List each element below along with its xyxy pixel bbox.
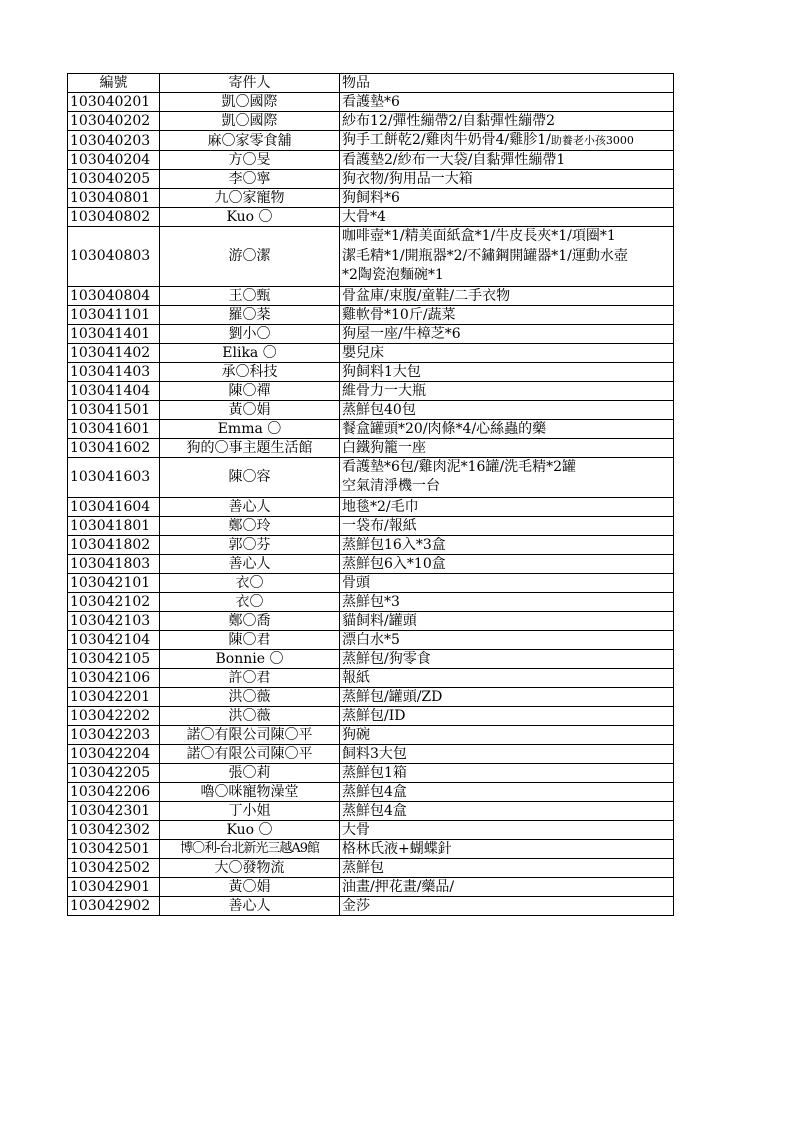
row-sender: 大〇發物流 [160, 858, 340, 877]
table-row [68, 438, 674, 457]
row-number: 103041501 [68, 400, 160, 419]
row-number: 103041601 [68, 419, 160, 438]
row-number: 103040201 [68, 93, 160, 112]
table-row [68, 381, 674, 400]
row-items-text: 狗衣物/狗用品一大箱 [342, 171, 473, 187]
row-items [340, 858, 674, 877]
row-items [340, 208, 674, 227]
row-items-text: 雞軟骨*10斤/蔬菜 [342, 306, 456, 323]
header-sender: 寄件人 [160, 74, 340, 93]
row-number: 103042501 [68, 839, 160, 858]
row-sender: 李〇寧 [160, 170, 340, 189]
row-items-text: 白鐵狗籠一座 [342, 439, 426, 456]
row-number: 103040204 [68, 151, 160, 170]
row-number: 103042301 [68, 801, 160, 820]
row-items [340, 93, 674, 112]
row-items-text: 狗飼料*6 [342, 190, 400, 206]
row-sender: Elika 〇 [160, 343, 340, 362]
row-items [340, 611, 674, 630]
row-sender: 凱〇國際 [160, 93, 340, 112]
table-row [68, 763, 674, 782]
row-number: 103042104 [68, 630, 160, 649]
row-number: 103040802 [68, 208, 160, 227]
table-row [68, 877, 674, 896]
table-row [68, 801, 674, 820]
row-sender: 鄭〇喬 [160, 611, 340, 630]
table-row [68, 305, 674, 324]
row-sender: 洪〇薇 [160, 687, 340, 706]
row-sender: 九〇家寵物 [160, 189, 340, 208]
row-items [340, 438, 674, 457]
row-number: 103041603 [68, 457, 160, 497]
row-number: 103041401 [68, 324, 160, 343]
row-items [340, 381, 674, 400]
row-items [340, 668, 674, 687]
row-items [340, 801, 674, 820]
row-items-text: 狗飼料1大包 [342, 363, 421, 380]
row-sender: 張〇莉 [160, 763, 340, 782]
row-items [340, 877, 674, 896]
row-items [340, 554, 674, 573]
row-items [340, 131, 674, 151]
row-items [340, 227, 674, 287]
row-items-text: 維骨力一大瓶 [342, 382, 426, 399]
row-sender: 方〇旻 [160, 151, 340, 170]
row-sender: 王〇甄 [160, 286, 340, 305]
table-row [68, 725, 674, 744]
row-items-text: 蒸鮮包1箱 [342, 764, 407, 781]
table-row [68, 457, 674, 497]
table-row [68, 227, 674, 287]
table-row [68, 630, 674, 649]
row-items [340, 497, 674, 516]
row-items [340, 573, 674, 592]
row-items [340, 343, 674, 362]
row-items-text: 蒸鮮包4盒 [342, 783, 407, 800]
row-sender: Bonnie 〇 [160, 649, 340, 668]
row-items-text: 一袋布/報紙 [342, 517, 417, 534]
table-row [68, 343, 674, 362]
row-sender: 善心人 [160, 497, 340, 516]
header-number: 編號 [68, 74, 160, 93]
table-row [68, 782, 674, 801]
row-items-text: 蒸鮮包 [342, 859, 384, 876]
table-row [68, 324, 674, 343]
row-number: 103041801 [68, 516, 160, 535]
row-sender: 善心人 [160, 896, 340, 915]
row-items [340, 649, 674, 668]
row-items [340, 324, 674, 343]
row-items [340, 305, 674, 324]
table-row [68, 189, 674, 208]
table-row [68, 516, 674, 535]
row-number: 103042206 [68, 782, 160, 801]
row-number: 103041604 [68, 497, 160, 516]
row-items [340, 170, 674, 189]
row-items [340, 400, 674, 419]
row-number: 103042106 [68, 668, 160, 687]
row-sender: Kuo 〇 [160, 820, 340, 839]
table-row [68, 419, 674, 438]
row-sender: 麻〇家零食舖 [160, 131, 340, 151]
row-number: 103040205 [68, 170, 160, 189]
table-row [68, 535, 674, 554]
row-items-text: 看護墊*6 [342, 94, 400, 110]
row-number: 103042202 [68, 706, 160, 725]
table-row [68, 896, 674, 915]
row-number: 103041803 [68, 554, 160, 573]
row-sender: 黃〇娟 [160, 877, 340, 896]
row-sender: 陳〇容 [160, 457, 340, 497]
row-number: 103042204 [68, 744, 160, 763]
row-sender: 博〇利-台北新光三越A9館 [160, 839, 340, 858]
row-items [340, 516, 674, 535]
row-items-text: 蒸鮮包/罐頭/ZD [342, 688, 443, 705]
row-number: 103040804 [68, 286, 160, 305]
row-sender: 洪〇薇 [160, 706, 340, 725]
row-items-note: 助養老小孩3000 [550, 134, 634, 147]
header-row [68, 74, 674, 93]
row-number: 103042502 [68, 858, 160, 877]
row-items-text: 骨頭 [342, 574, 370, 591]
row-items-text: 蒸鮮包4盒 [342, 802, 407, 819]
table-row [68, 93, 674, 112]
row-items-text: 狗手工餅乾2/雞肉牛奶骨4/雞胗1/ [342, 132, 551, 148]
table-row [68, 592, 674, 611]
row-items-text: 漂白水*5 [342, 631, 400, 648]
row-number: 103041403 [68, 362, 160, 381]
row-items [340, 286, 674, 305]
row-sender: 嚕〇咪寵物澡堂 [160, 782, 340, 801]
row-sender: 諾〇有限公司陳〇平 [160, 725, 340, 744]
row-number: 103042201 [68, 687, 160, 706]
row-number: 103042302 [68, 820, 160, 839]
row-items [340, 457, 674, 497]
row-items [340, 706, 674, 725]
row-sender: 丁小姐 [160, 801, 340, 820]
row-sender: 陳〇君 [160, 630, 340, 649]
table-row [68, 400, 674, 419]
row-items-text: 咖啡壺*1/精美面紙盒*1/牛皮長夾*1/項圈*1 潔毛精*1/開瓶器*2/不鏽鋼開罐器*1/運動水壺 *2陶瓷泡麵碗*1 [342, 228, 628, 283]
row-number: 103042101 [68, 573, 160, 592]
row-items [340, 189, 674, 208]
row-sender: 鄭〇玲 [160, 516, 340, 535]
row-items-text: 蒸鮮包40包 [342, 401, 416, 418]
row-items-text: 蒸鮮包/狗零食 [342, 650, 431, 667]
row-items [340, 592, 674, 611]
row-number: 103041802 [68, 535, 160, 554]
row-sender: Kuo 〇 [160, 208, 340, 227]
row-sender: Emma 〇 [160, 419, 340, 438]
row-items [340, 687, 674, 706]
row-sender: 郭〇芬 [160, 535, 340, 554]
row-number: 103042203 [68, 725, 160, 744]
row-items-text: 紗布12/彈性繃帶2/自黏彈性繃帶2 [342, 113, 556, 129]
table-row [68, 554, 674, 573]
row-number: 103040202 [68, 112, 160, 131]
row-number: 103041602 [68, 438, 160, 457]
row-number: 103040801 [68, 189, 160, 208]
table-row [68, 362, 674, 381]
row-items-text: 金莎 [342, 897, 370, 914]
row-items [340, 839, 674, 858]
table-row [68, 839, 674, 858]
row-items [340, 419, 674, 438]
row-items-text: 貓飼料/罐頭 [342, 612, 417, 629]
table-row [68, 649, 674, 668]
header-items: 物品 [340, 74, 674, 93]
row-items [340, 763, 674, 782]
row-number: 103042902 [68, 896, 160, 915]
row-sender: 黃〇娟 [160, 400, 340, 419]
row-items-text: 骨盆庫/束腹/童鞋/二手衣物 [342, 287, 511, 304]
table-row [68, 744, 674, 763]
table-row [68, 208, 674, 227]
table-row [68, 706, 674, 725]
row-number: 103041101 [68, 305, 160, 324]
table-row [68, 573, 674, 592]
row-number: 103041404 [68, 381, 160, 400]
row-items [340, 744, 674, 763]
row-items-text: 飼料3大包 [342, 745, 407, 762]
table-row [68, 668, 674, 687]
row-items [340, 725, 674, 744]
row-items-text: 油畫/押花畫/藥品/ [342, 878, 455, 895]
row-number: 103040203 [68, 131, 160, 151]
row-items-text: 報紙 [342, 669, 370, 686]
row-items-text: 狗屋一座/牛樟芝*6 [342, 325, 461, 342]
row-number: 103040803 [68, 227, 160, 287]
row-items [340, 820, 674, 839]
row-items-text: 看護墊*6包/雞肉泥*16罐/洗毛精*2罐 空氣清淨機一台 [342, 458, 577, 494]
donation-table [67, 73, 674, 916]
table-row [68, 151, 674, 170]
row-items-text: 嬰兒床 [342, 344, 384, 361]
row-items-text: 蒸鮮包16入*3盒 [342, 536, 446, 553]
table-row [68, 112, 674, 131]
row-items-text: 蒸鮮包/ID [342, 707, 406, 724]
row-items-text: 餐盒罐頭*20/肉條*4/心絲蟲的藥 [342, 420, 547, 437]
row-number: 103041402 [68, 343, 160, 362]
row-number: 103042102 [68, 592, 160, 611]
row-items [340, 630, 674, 649]
row-items-text: 狗碗 [342, 726, 370, 743]
row-sender: 陳〇禪 [160, 381, 340, 400]
row-sender: 諾〇有限公司陳〇平 [160, 744, 340, 763]
row-number: 103042205 [68, 763, 160, 782]
row-items [340, 112, 674, 131]
table-row [68, 611, 674, 630]
table-row [68, 286, 674, 305]
row-sender: 劉小〇 [160, 324, 340, 343]
row-sender: 游〇潔 [160, 227, 340, 287]
row-items-text: 看護墊2/紗布一大袋/自黏彈性繃帶1 [342, 152, 566, 168]
row-sender: 狗的〇事主題生活館 [160, 438, 340, 457]
row-items-text: 大骨 [342, 821, 370, 838]
row-items-text: 蒸鮮包*3 [342, 593, 400, 610]
row-sender: 凱〇國際 [160, 112, 340, 131]
row-sender: 許〇君 [160, 668, 340, 687]
row-items-text: 地毯*2/毛巾 [342, 498, 419, 515]
row-sender: 羅〇棻 [160, 305, 340, 324]
row-items [340, 151, 674, 170]
row-items-text: 大骨*4 [342, 209, 386, 225]
row-number: 103042901 [68, 877, 160, 896]
table-body [68, 93, 674, 916]
row-items [340, 535, 674, 554]
table-row [68, 858, 674, 877]
table-row [68, 131, 674, 151]
row-items [340, 362, 674, 381]
row-items-text: 蒸鮮包6入*10盒 [342, 555, 446, 572]
row-sender: 承〇科技 [160, 362, 340, 381]
table-row [68, 497, 674, 516]
row-sender: 善心人 [160, 554, 340, 573]
table-row [68, 820, 674, 839]
row-number: 103042103 [68, 611, 160, 630]
row-items [340, 782, 674, 801]
row-items [340, 896, 674, 915]
row-items-text: 格林氏液+蝴蝶針 [342, 840, 452, 857]
table-row [68, 170, 674, 189]
table-row [68, 687, 674, 706]
row-number: 103042105 [68, 649, 160, 668]
row-sender: 衣〇 [160, 592, 340, 611]
row-sender: 衣〇 [160, 573, 340, 592]
